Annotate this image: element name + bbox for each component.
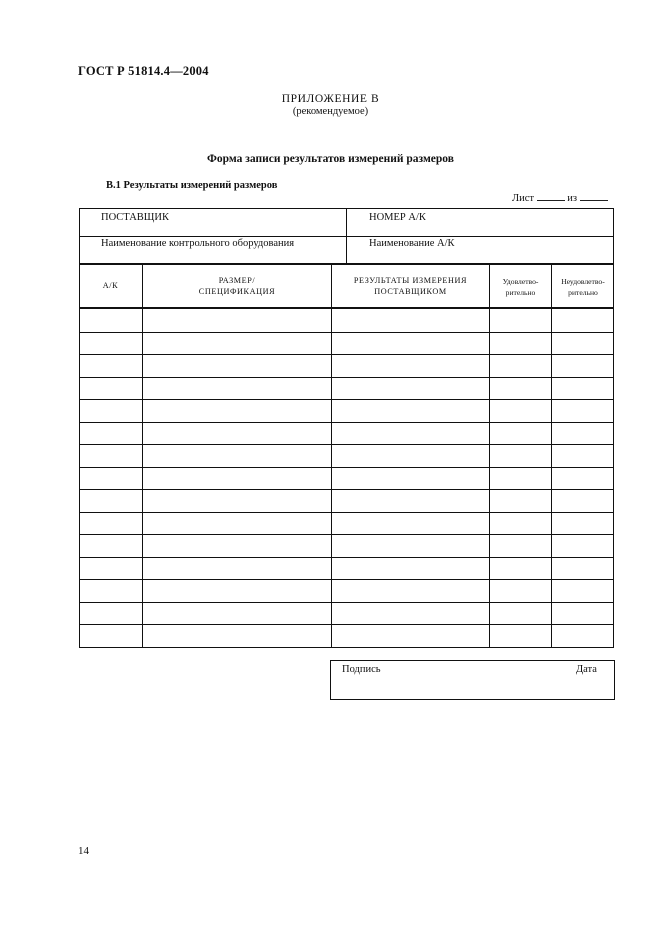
date-label: Дата [576, 664, 597, 675]
col-header-results-line1: РЕЗУЛЬТАТЫ ИЗМЕРЕНИЯ [353, 276, 468, 285]
table-row[interactable] [80, 423, 613, 444]
table-row[interactable] [80, 580, 613, 601]
table-row[interactable] [80, 400, 613, 421]
col-header-size-line1: РАЗМЕР/ [218, 276, 256, 285]
table-row[interactable] [80, 513, 613, 534]
equipment-label: Наименование контрольного оборудования [101, 238, 295, 249]
form-title: Форма записи результатов измерений размеров [207, 153, 454, 165]
appendix-status: (рекомендуемое) [292, 106, 369, 117]
standard-number: ГОСТ Р 51814.4—2004 [78, 64, 209, 78]
table-row[interactable] [80, 558, 613, 579]
col-header-ak: А/К [102, 281, 119, 290]
col-header-unsatisfactory-line2: рительно [568, 288, 598, 297]
table-row[interactable] [80, 603, 613, 624]
table-row[interactable] [80, 333, 613, 354]
table-row[interactable] [80, 355, 613, 376]
col-header-results-line2: ПОСТАВЩИКОМ [374, 287, 447, 296]
col-header-unsatisfactory-line1: Неудовлетво- [561, 277, 605, 286]
section-title: В.1 Результаты измерений размеров [106, 180, 278, 191]
table-row[interactable] [80, 445, 613, 466]
col-header-size-line2: СПЕЦИФИКАЦИЯ [198, 287, 276, 296]
supplier-label: ПОСТАВЩИК [101, 212, 169, 223]
ak-number-label: НОМЕР А/К [369, 212, 426, 223]
table-row[interactable] [80, 468, 613, 489]
appendix-title: ПРИЛОЖЕНИЕ В [281, 93, 380, 105]
table-row[interactable] [80, 490, 613, 511]
ak-name-label: Наименование А/К [369, 238, 455, 249]
table-row[interactable] [80, 378, 613, 399]
col-header-satisfactory-line2: рительно [505, 288, 536, 297]
table-row[interactable] [80, 535, 613, 556]
page-number: 14 [78, 845, 89, 857]
sheet-label: Лист [512, 193, 534, 204]
table-row[interactable] [80, 310, 613, 331]
col-header-satisfactory-line1: Удовлетво- [502, 277, 539, 286]
sheet-of-label: из [567, 193, 578, 204]
signature-label: Подпись [342, 664, 381, 675]
table-row[interactable] [80, 625, 613, 646]
